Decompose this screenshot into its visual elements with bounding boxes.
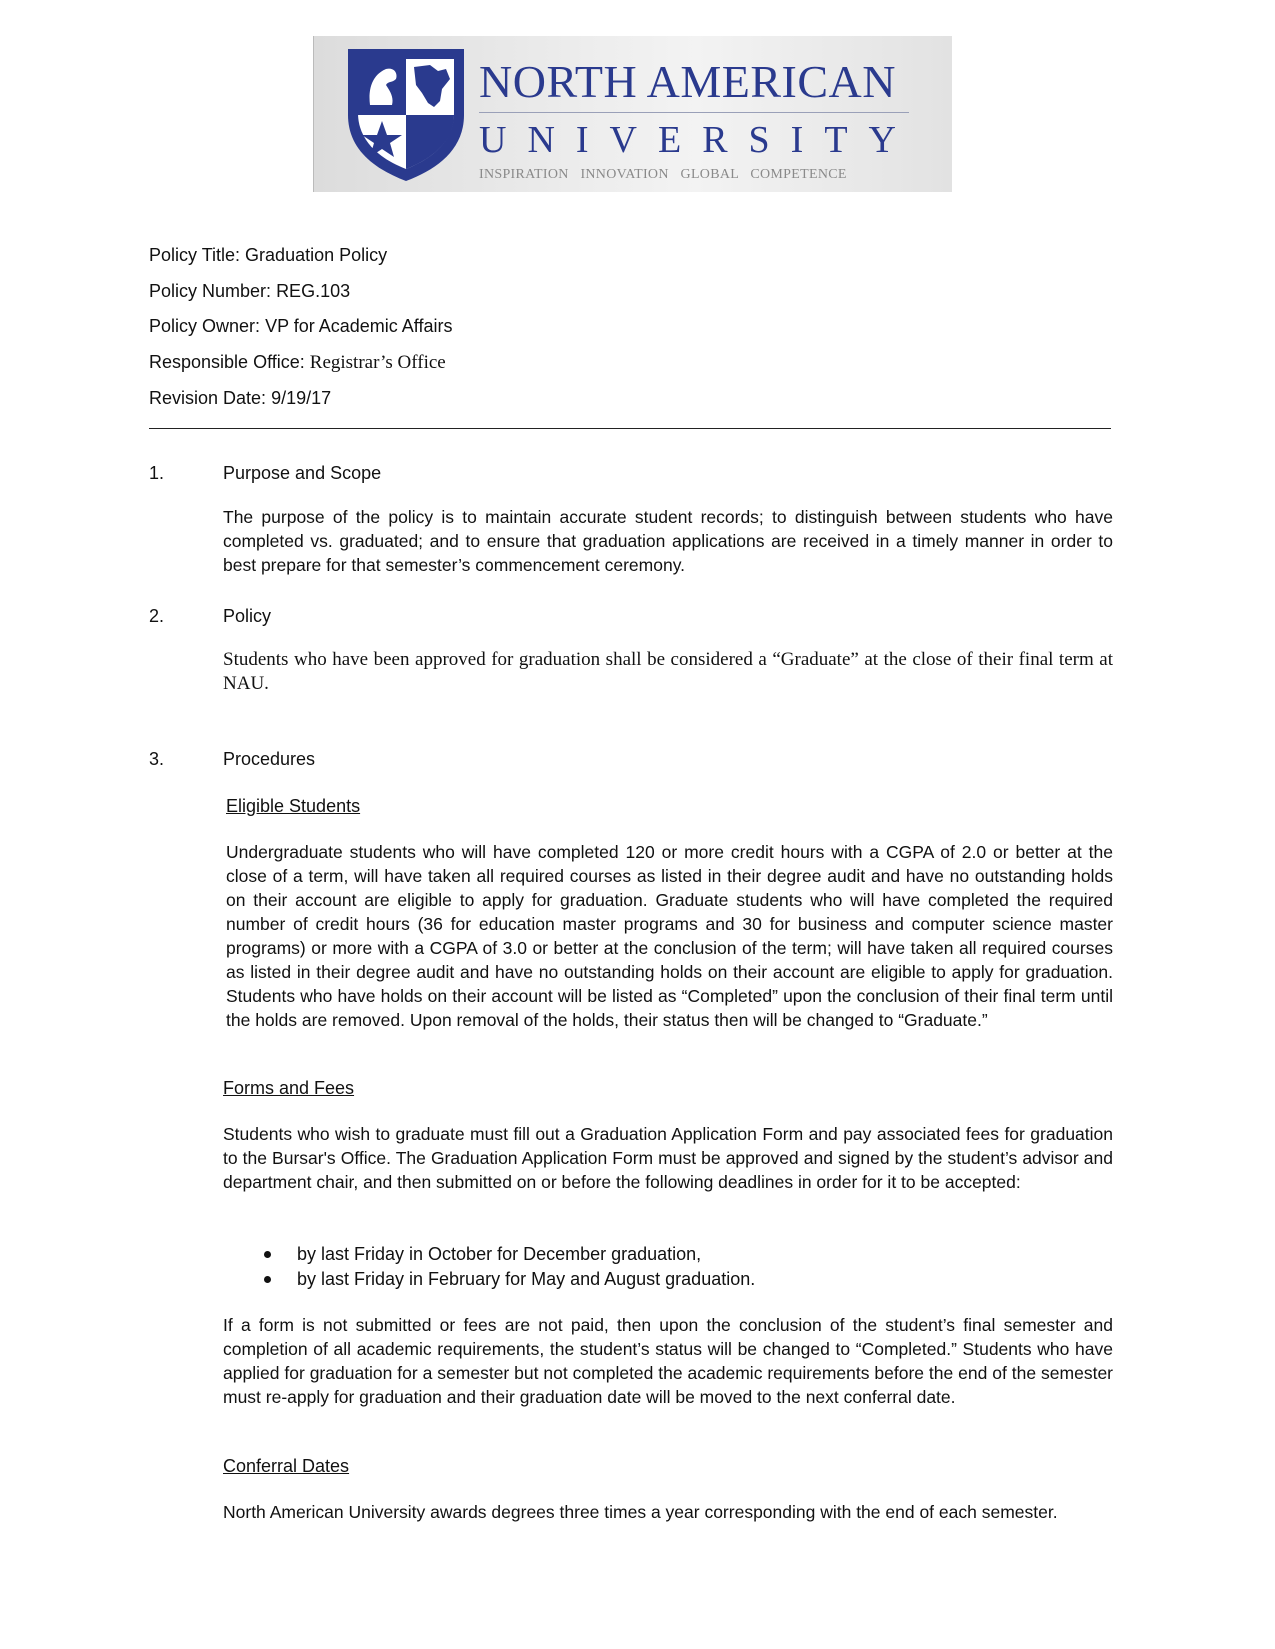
logo-tagline: INSPIRATION INNOVATION GLOBAL COMPETENCE (479, 167, 847, 182)
deadline-list (262, 1242, 755, 1292)
responsible-office-label: Responsible Office: (149, 352, 305, 372)
section-3-number: 3. (149, 749, 165, 769)
section-2-number: 2. (149, 606, 165, 626)
not-submitted-paragraph: If a form is not submitted or fees are not paid, then upon the conclusion of the student’s final semester and completion of all academic requirements, the student’s status will be changed to “Completed.” Students who have applied for graduation for a semester but not completed the academic requirements before the end of the semester must re-apply for graduation and their graduation date will be moved to the next conferral date. (223, 1315, 1113, 1407)
logo-line-north-american: NORTH AMERICAN (479, 56, 896, 107)
purpose-paragraph: The purpose of the policy is to maintain accurate student records; to distinguish between students who have completed vs. graduated; and to ensure that graduation applications are received in a timely manner in order to best prepare for that semester’s commencement ceremony. (223, 507, 1113, 575)
policy-number-label: Policy Number: (149, 281, 272, 301)
eligible-students-heading: Eligible Students (226, 796, 361, 816)
section-3-title: Procedures (223, 749, 316, 769)
conferral-dates-heading: Conferral Dates (223, 1456, 350, 1476)
policy-title-line (149, 244, 387, 266)
policy-title-label: Policy Title: (149, 245, 241, 265)
logo-divider (479, 112, 909, 113)
revision-date-value: 9/19/17 (271, 388, 332, 408)
header-divider (149, 428, 1111, 429)
section-1-number: 1. (149, 463, 165, 483)
list-item: by last Friday in October for December graduation, (262, 1242, 755, 1267)
policy-number-value: REG.103 (276, 281, 351, 301)
revision-date-label: Revision Date: (149, 388, 267, 408)
revision-date-line (149, 387, 331, 409)
policy-number-line (149, 280, 350, 302)
university-shield-icon (342, 45, 470, 183)
university-logo-banner (313, 36, 952, 192)
responsible-office-line (149, 351, 446, 374)
list-item: by last Friday in February for May and August graduation. (262, 1267, 755, 1292)
forms-and-fees-paragraph: Students who wish to graduate must fill out a Graduation Application Form and pay associated fees for graduation to the Bursar's Office. The Graduation Application Form must be approved and signed by the student’s advisor and department chair, and then submitted on or before the following deadlines in order for it to be accepted: (223, 1124, 1113, 1192)
policy-title-value: Graduation Policy (245, 245, 388, 265)
policy-paragraph: Students who have been approved for graduation shall be considered a “Graduate” at the close of their final term at NAU. (223, 649, 1113, 694)
policy-owner-value: VP for Academic Affairs (265, 316, 453, 336)
forms-and-fees-heading: Forms and Fees (223, 1078, 355, 1098)
logo-line-university: UNIVERSITY (479, 119, 917, 161)
conferral-dates-paragraph: North American University awards degrees three times a year corresponding with the end of each semester. (223, 1502, 1058, 1522)
section-1-title: Purpose and Scope (223, 463, 382, 483)
responsible-office-value: Registrar’s Office (309, 352, 446, 373)
policy-owner-label: Policy Owner: (149, 316, 261, 336)
section-2-title: Policy (223, 606, 272, 626)
policy-owner-line (149, 315, 453, 337)
eligible-students-paragraph: Undergraduate students who will have completed 120 or more credit hours with a CGPA of 2.0 or better at the close of a term, will have taken all required courses as listed in their degree audit and have no outstanding holds on their account are eligible to apply for graduation. Graduate students who will have completed the required number of credit hours (36 for education master programs and 30 for business and computer science master programs) or more with a CGPA of 3.0 or better at the conclusion of the term; will have taken all required courses as listed in their degree audit and have no outstanding holds on their account are eligible to apply for graduation. Students who have holds on their account will be listed as “Completed” upon the conclusion of their final term until the holds are removed. Upon removal of the holds, their status then will be changed to “Graduate.” (226, 842, 1113, 1030)
